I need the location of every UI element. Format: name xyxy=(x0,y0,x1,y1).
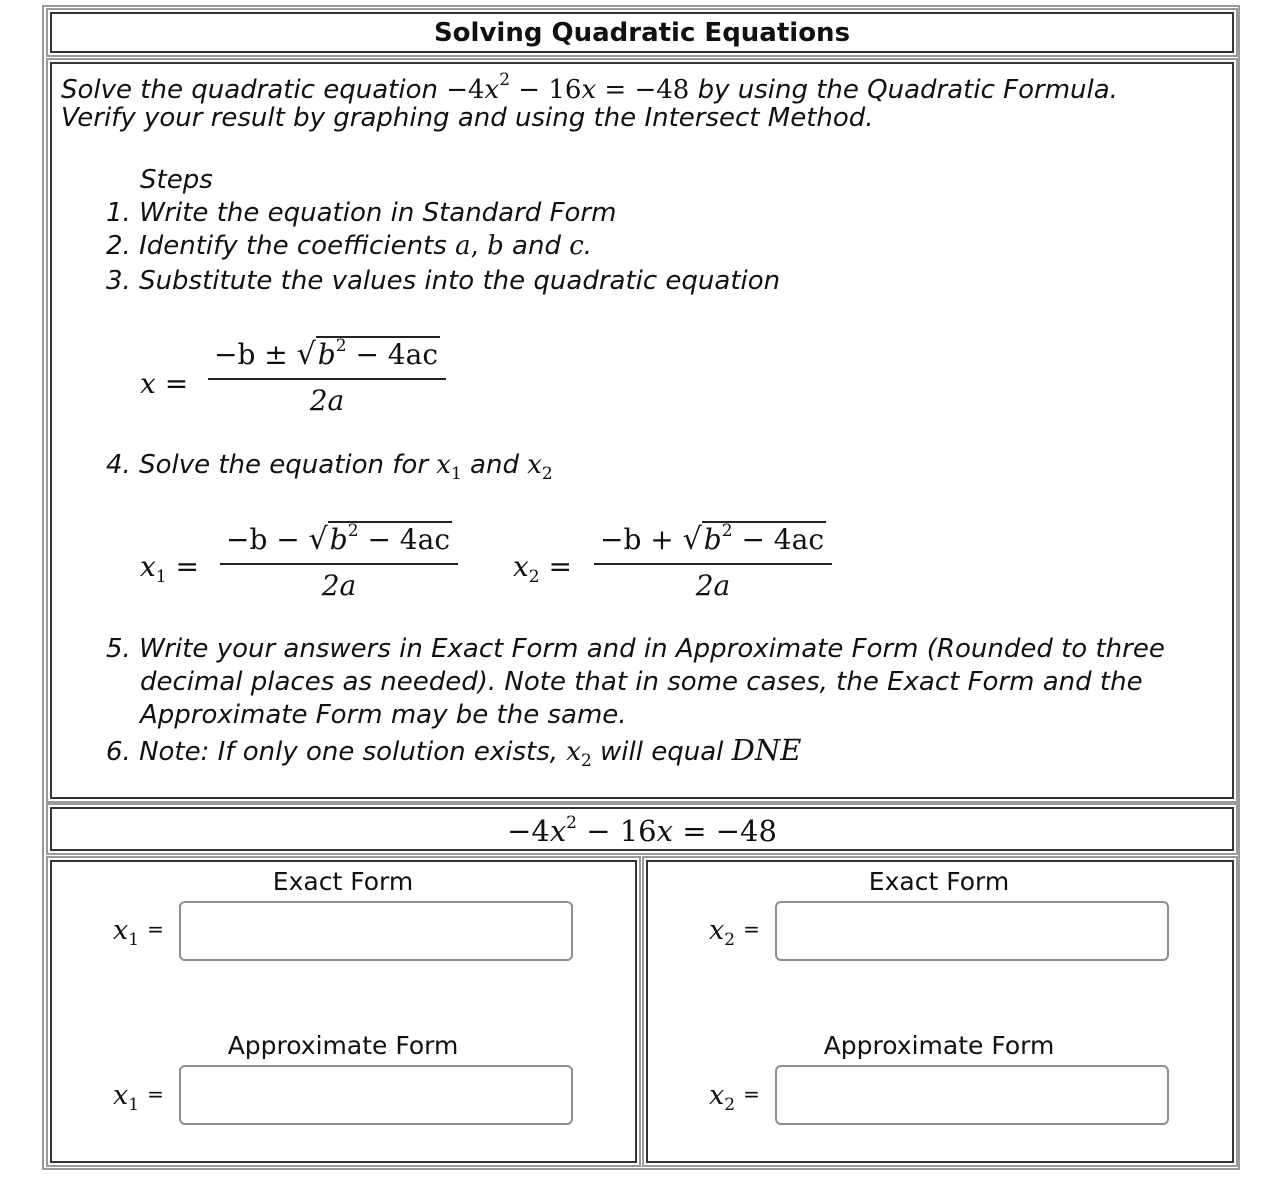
step-2: 2. Identify the coefficients a, b and c. xyxy=(106,231,593,261)
intro-line-2: Verify your result by graphing and using the Intersect Method. xyxy=(61,103,874,133)
x1-exact-var: $x_1$ = xyxy=(113,915,164,950)
x1-formula: $-b - √b^2 - 4ac$ 2a xyxy=(220,521,458,602)
x1-exact-label: Exact Form xyxy=(272,867,414,896)
step-4: 4. Solve the equation for $x_1$ and $x_2$ xyxy=(106,450,553,484)
x2-approx-var: $x_2$ = xyxy=(709,1080,760,1115)
intro-equation: $-4x^2 - 16x = -48$ xyxy=(446,70,690,105)
x1-exact-input[interactable] xyxy=(179,901,573,961)
x2-exact-input[interactable] xyxy=(775,901,1169,961)
step-3: 3. Substitute the values into the quadratic equation xyxy=(106,266,781,296)
intro-text: Solve the quadratic equation xyxy=(61,75,447,105)
formula-lhs: x = xyxy=(140,367,189,400)
page-title: Solving Quadratic Equations xyxy=(433,18,851,48)
x2-exact-label: Exact Form xyxy=(868,867,1010,896)
title-panel xyxy=(50,12,1234,53)
step-5-line-3: Approximate Form may be the same. xyxy=(140,700,627,730)
x2-approx-input[interactable] xyxy=(775,1065,1169,1125)
equation-display: $-4x^2 - 16x = -48$ xyxy=(507,813,777,848)
x2-approx-label: Approximate Form xyxy=(823,1031,1055,1060)
x2-exact-var: $x_2$ = xyxy=(709,915,760,950)
intro-line-1 xyxy=(61,70,1118,105)
step-5-line-2: decimal places as needed). Note that in some cases, the Exact Form and the xyxy=(140,667,1143,697)
x1-formula-lhs: $x_1$ = xyxy=(140,550,199,587)
quadratic-formula: $-b \pm √b^2 - 4ac$ 2a xyxy=(208,336,446,417)
x2-formula-lhs: $x_2$ = xyxy=(513,550,572,587)
steps-heading: Steps xyxy=(140,165,213,195)
x1-approx-var: $x_1$ = xyxy=(113,1080,164,1115)
x1-approx-input[interactable] xyxy=(179,1065,573,1125)
intro-text-end: by using the Quadratic Formula. xyxy=(689,75,1118,105)
step-6: 6. Note: If only one solution exists, $x_2$ will equal DNE xyxy=(106,733,802,771)
step-1: 1. Write the equation in Standard Form xyxy=(106,198,617,228)
x1-approx-label: Approximate Form xyxy=(227,1031,459,1060)
equation-panel xyxy=(50,807,1234,851)
x2-formula: $-b + √b^2 - 4ac$ 2a xyxy=(594,521,832,602)
step-5-line-1: 5. Write your answers in Exact Form and in Approximate Form (Rounded to three xyxy=(106,634,1165,664)
